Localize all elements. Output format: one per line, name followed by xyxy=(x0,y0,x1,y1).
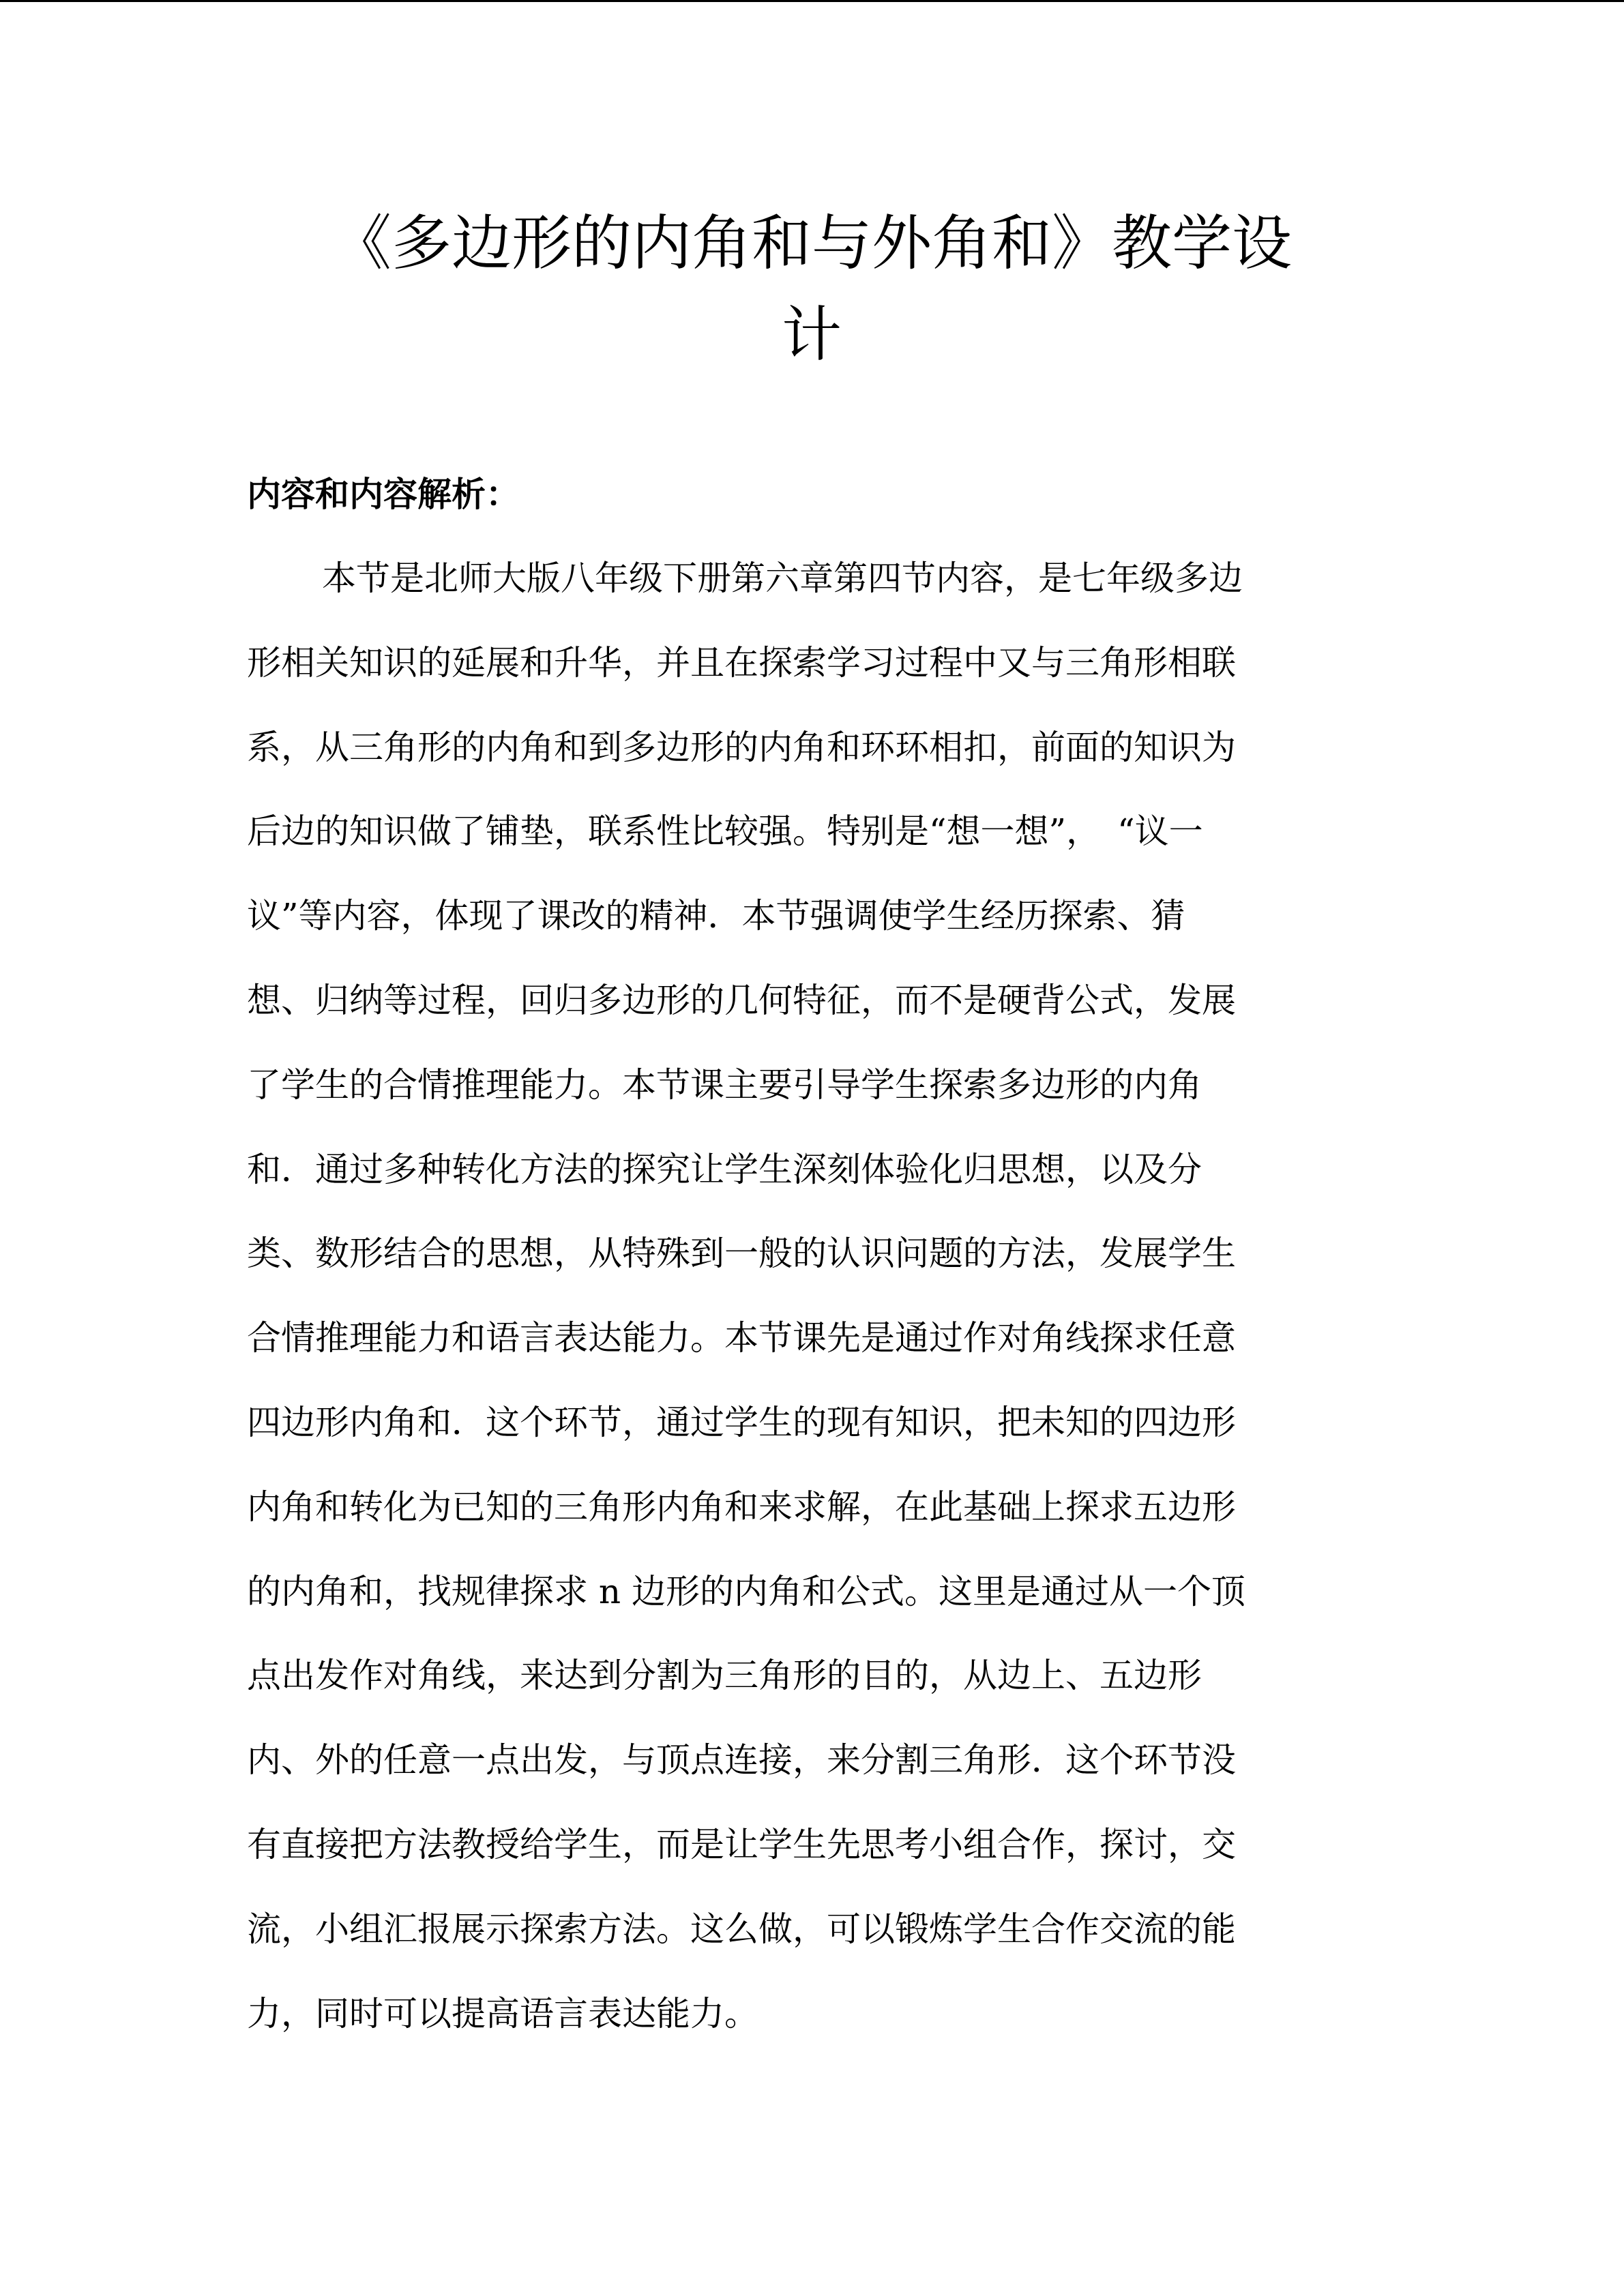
paragraph-line: 点出发作对角线，来达到分割为三角形的目的，从边上、五边形 xyxy=(247,1656,1202,1696)
document-title xyxy=(246,198,1378,381)
page-top-border xyxy=(0,0,1624,2)
section-heading: 内容和内容解析： xyxy=(247,474,520,514)
paragraph-line: 形相关知识的延展和升华，并且在探索学习过程中又与三角形相联 xyxy=(247,642,1236,683)
paragraph-line: 后边的知识做了铺垫，联系性比较强。特别是“想一想”， “议一 xyxy=(247,811,1203,852)
paragraph-line: 合情推理能力和语言表达能力。本节课先是通过作对角线探求任意 xyxy=(247,1318,1236,1358)
paragraph-line: 流，小组汇报展示探索方法。这么做，可以锻炼学生合作交流的能 xyxy=(247,1909,1236,1949)
paragraph-line: 本节是北师大版八年级下册第六章第四节内容，是七年级多边 xyxy=(322,558,1243,598)
body-paragraph xyxy=(247,556,1379,2075)
paragraph-line: 有直接把方法教授给学生，而是让学生先思考小组合作，探讨，交 xyxy=(247,1824,1236,1864)
paragraph-line: 和．通过多种转化方法的探究让学生深刻体验化归思想，以及分 xyxy=(247,1149,1202,1189)
paragraph-line: 想、归纳等过程，回归多边形的几何特征，而不是硬背公式，发展 xyxy=(247,980,1236,1020)
paragraph-line: 类、数形结合的思想，从特殊到一般的认识问题的方法，发展学生 xyxy=(247,1234,1236,1274)
title-line-2: 计 xyxy=(781,299,842,370)
paragraph-line: 四边形内角和．这个环节，通过学生的现有知识，把未知的四边形 xyxy=(247,1402,1236,1442)
paragraph-line: 议”等内容，体现了课改的精神．本节强调使学生经历探索、猜 xyxy=(247,896,1185,936)
paragraph-line: 力，同时可以提高语言表达能力。 xyxy=(247,1993,758,2033)
paragraph-line: 了学生的合情推理能力。本节课主要引导学生探索多边形的内角 xyxy=(247,1064,1202,1105)
paragraph-line: 内角和转化为已知的三角形内角和来求解，在此基础上探求五边形 xyxy=(247,1487,1236,1527)
paragraph-line: 的内角和，找规律探求 n 边形的内角和公式。这里是通过从一个顶 xyxy=(247,1571,1245,1611)
paragraph-line: 内、外的任意一点出发，与顶点连接，来分割三角形．这个环节没 xyxy=(247,1740,1236,1780)
paragraph-line: 系，从三角形的内角和到多边形的内角和环环相扣，前面的知识为 xyxy=(247,727,1236,767)
title-line-1: 《多边形的内角和与外角和》教学设 xyxy=(331,208,1292,278)
